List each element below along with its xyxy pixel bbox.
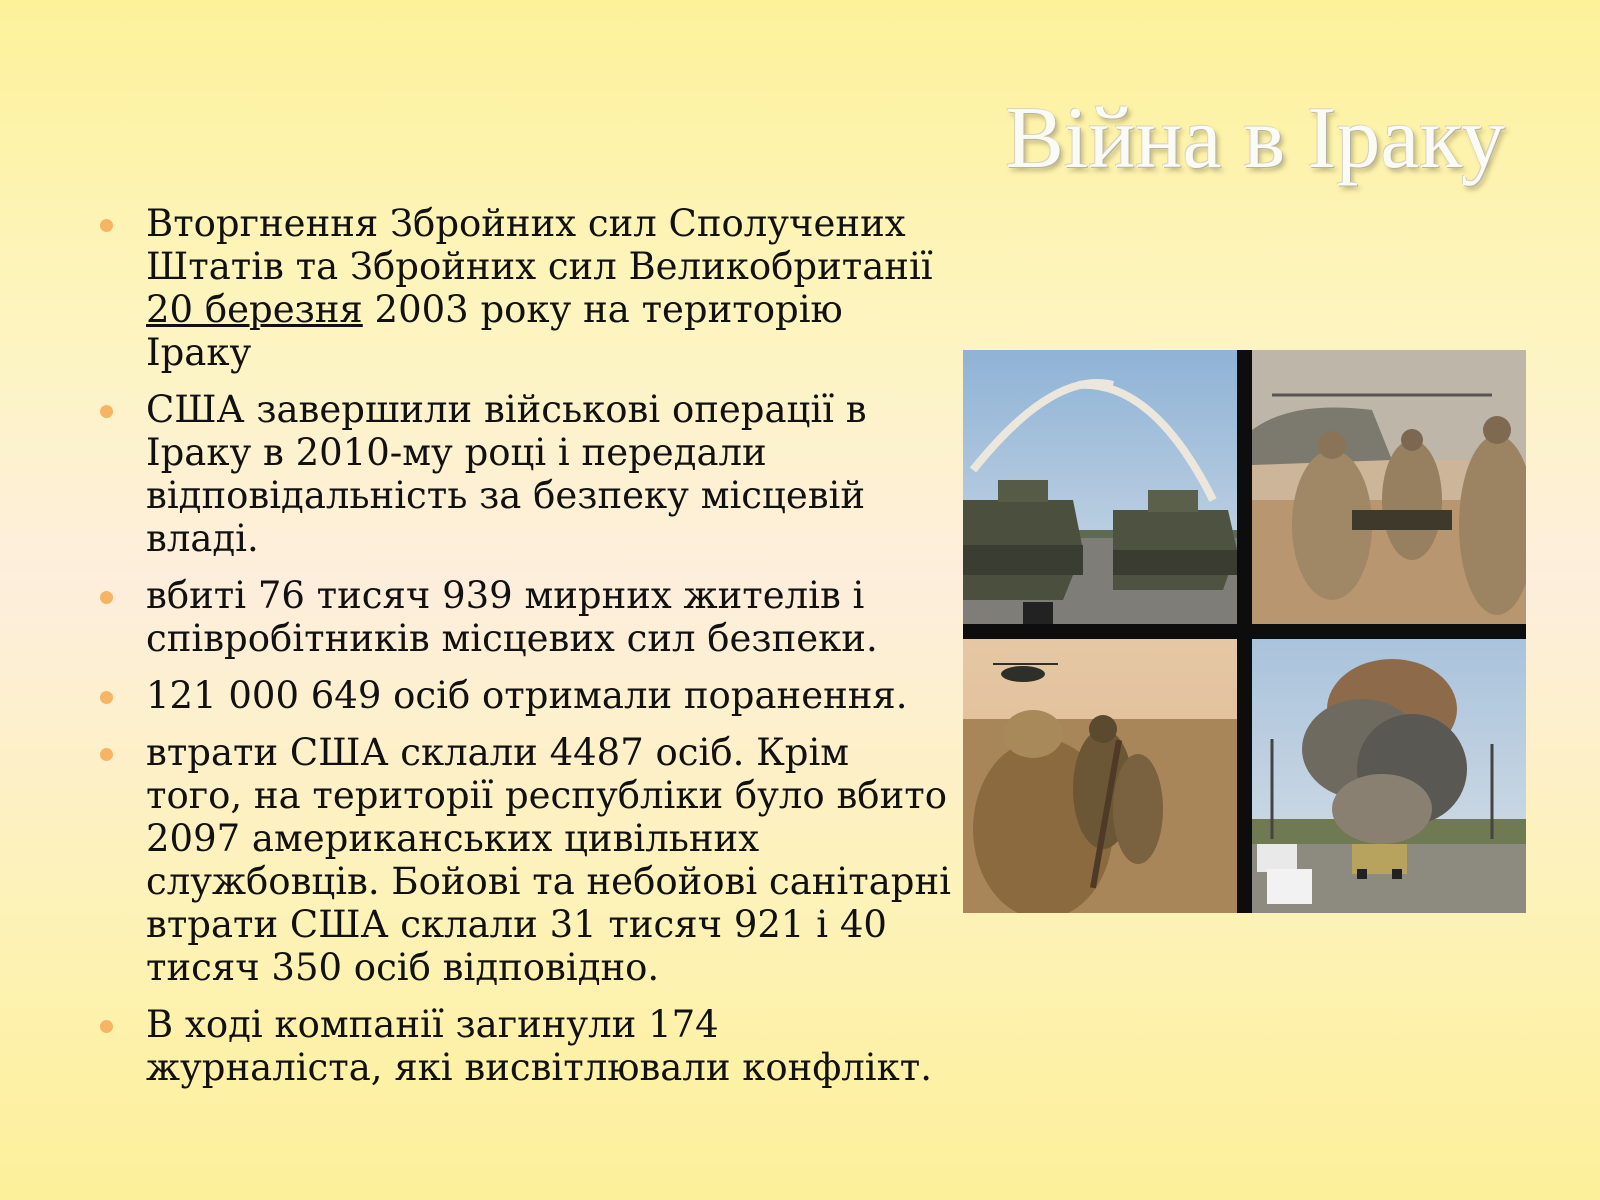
bullet-item <box>96 574 956 660</box>
bullet-dot-icon <box>100 591 113 604</box>
date-link[interactable]: 20 березня <box>146 288 363 331</box>
bullet-dot-icon <box>100 748 113 761</box>
bullet-item <box>96 388 956 560</box>
bullet-text: вбиті 76 тисяч 939 мирних жителів і співробітників місцевих сил безпеки. <box>146 574 878 660</box>
bullet-dot-icon <box>100 219 113 232</box>
bullet-item <box>96 731 956 989</box>
bullet-list <box>96 202 956 1103</box>
bullet-text: втрати США склали 4487 осіб. Крім того, на території республіки було вбито 2097 американських цивільних службовців. Бойові та небойові санітарні втрати США склали 31 тисяч 921 і 40 тисяч 350 осіб відповідно. <box>146 731 951 989</box>
soldiers-stretcher-photo <box>1252 350 1526 624</box>
bullet-item <box>96 674 956 717</box>
bullet-dot-icon <box>100 405 113 418</box>
bullet-text: 121 000 649 осіб отримали поранення. <box>146 674 908 717</box>
bullet-dot-icon <box>100 1020 113 1033</box>
bullet-dot-icon <box>100 691 113 704</box>
bullet-item <box>96 1003 956 1089</box>
tanks-arch-photo <box>963 350 1237 624</box>
bullet-text: В ході компанії загинули 174 журналіста, які висвітлювали конфлікт. <box>146 1003 932 1089</box>
bullet-text-tail: 2003 року на територію Іраку <box>146 288 843 374</box>
bullet-item <box>96 202 956 374</box>
soldiers-field-photo <box>963 639 1237 913</box>
bullet-text: США завершили військові операції в Іраку в 2010-му році і передали відповідальність за безпеку місцевій владі. <box>146 388 867 560</box>
explosion-road-photo <box>1252 639 1526 913</box>
bullet-text: Вторгнення Збройних сил Сполучених Штатів та Збройних сил Великобританії <box>146 202 933 288</box>
slide-title: Війна в Іраку <box>1005 90 1505 187</box>
photo-collage <box>963 350 1526 913</box>
